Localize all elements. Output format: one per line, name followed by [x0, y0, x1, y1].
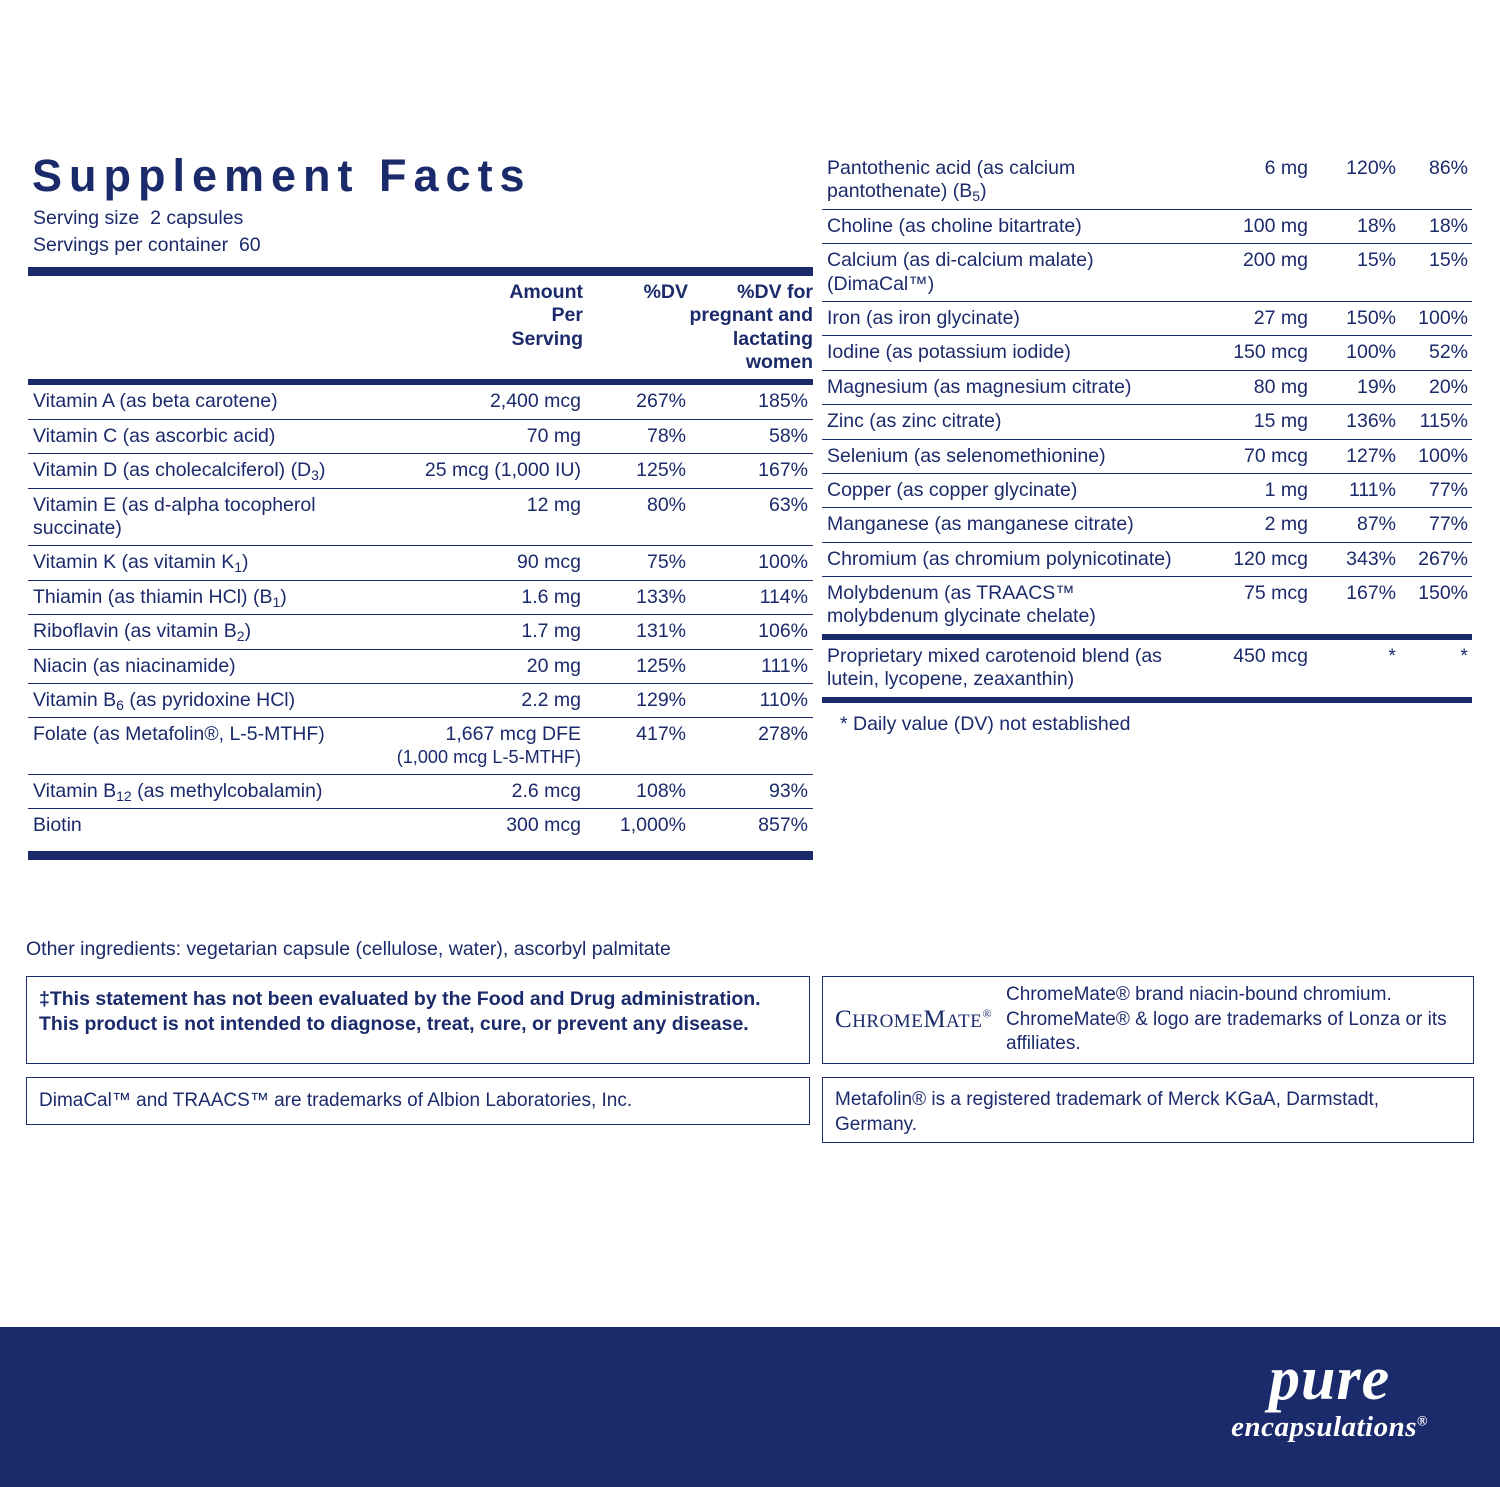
- servings-per-container-line: [33, 232, 813, 258]
- nutrient-amount: 1,667 mcg DFE (1,000 mcg L-5-MTHF): [368, 718, 583, 774]
- nutrient-amount: 75 mcg: [1244, 582, 1308, 605]
- nutrient-amount: 80 mg: [1182, 370, 1312, 404]
- supplement-facts-left-column: [28, 152, 813, 860]
- nutrient-dv: 108%: [583, 774, 688, 808]
- right-nutrient-rows: [822, 152, 1472, 634]
- header-amount-line1: Amount: [509, 280, 583, 303]
- other-ingredients: Other ingredients: vegetarian capsule (cellulose, water), ascorbyl palmitate: [26, 938, 671, 960]
- nutrient-amount: 27 mg: [1182, 301, 1312, 335]
- nutrient-amount: 15 mg: [1182, 405, 1312, 439]
- table-row: [28, 649, 813, 683]
- table-row: [822, 152, 1472, 209]
- nutrient-dv-pregnant: 115%: [1398, 405, 1472, 439]
- nutrient-dv: 120%: [1312, 152, 1398, 209]
- nutrient-name: Thiamin (as thiamin HCl) $(B_1)$: [28, 580, 368, 614]
- nutrient-dv: 167%: [1346, 582, 1396, 605]
- table-row: [822, 439, 1472, 473]
- brand-subtitle: [1231, 1410, 1428, 1445]
- table-row: [822, 508, 1472, 542]
- nutrient-name: Choline (as choline bitartrate): [822, 209, 1182, 243]
- nutrient-name: Vitamin $B_6$ (as pyridoxine HCl): [28, 683, 368, 717]
- table-row: [822, 405, 1472, 439]
- header-dv: %DV: [643, 280, 688, 303]
- nutrient-dv: 125%: [583, 454, 688, 488]
- nutrient-name: Vitamin D (as cholecalciferol) $(D_3)$: [28, 454, 368, 488]
- brand-name: pure: [1269, 1345, 1391, 1413]
- nutrient-amount: 2.6 mcg: [368, 774, 583, 808]
- table-row: [822, 336, 1472, 370]
- nutrient-dv-pregnant: 167%: [688, 454, 813, 488]
- nutrient-dv: 75%: [583, 546, 688, 580]
- table-row: [28, 683, 813, 717]
- chromemate-logo: [835, 1004, 996, 1037]
- blend-name: Proprietary mixed carotenoid blend (as lutein, lycopene, zeaxanthin): [827, 644, 1162, 691]
- nutrient-dv: 1,000%: [619, 813, 686, 836]
- nutrient-amount: 1 mg: [1182, 473, 1312, 507]
- nutrient-dv-pregnant: 267%: [1398, 542, 1472, 576]
- header-dv-preg-line1: %DV for: [737, 280, 813, 303]
- nutrient-dv-pregnant: 100%: [688, 546, 813, 580]
- nutrient-amount: 90 mcg: [368, 546, 583, 580]
- nutrient-amount: 2,400 mcg: [368, 385, 583, 419]
- blend-amount: 450 mcg: [1233, 644, 1308, 667]
- nutrient-dv-pregnant: 18%: [1398, 209, 1472, 243]
- nutrient-dv-pregnant: 100%: [1398, 301, 1472, 335]
- nutrient-dv-pregnant: 63%: [688, 488, 813, 546]
- dv-footnote: * Daily value (DV) not established: [840, 712, 1131, 735]
- nutrient-dv: 78%: [583, 419, 688, 453]
- nutrient-amount: 70 mcg: [1182, 439, 1312, 473]
- nutrient-dv: 87%: [1312, 508, 1398, 542]
- header-spacer: [28, 276, 368, 380]
- nutrient-dv-pregnant: 111%: [688, 649, 813, 683]
- supplement-facts-right-column: [822, 152, 1472, 736]
- nutrient-amount: 300 mcg: [506, 813, 581, 836]
- chromemate-logo-ate: ATE: [946, 1010, 983, 1032]
- nutrient-name: Calcium (as di-calcium malate) (DimaCal™): [822, 244, 1182, 302]
- table-row: [28, 808, 813, 842]
- nutrient-dv: 133%: [583, 580, 688, 614]
- nutrient-dv: 100%: [1312, 336, 1398, 370]
- table-row: [28, 385, 813, 419]
- table-row: [822, 244, 1472, 302]
- nutrient-name: Selenium (as selenomethionine): [822, 439, 1182, 473]
- header-amount-line3: Serving: [511, 327, 583, 350]
- servings-per-container-value: 60: [238, 233, 261, 256]
- nutrient-dv-pregnant: 278%: [688, 718, 813, 774]
- nutrient-dv: 343%: [1312, 542, 1398, 576]
- nutrient-dv: 129%: [583, 683, 688, 717]
- table-row: [822, 301, 1472, 335]
- divider-below-blend: [822, 697, 1472, 703]
- table-row: [28, 580, 813, 614]
- proprietary-blend-table: [822, 640, 1472, 697]
- chromemate-box: [822, 976, 1474, 1064]
- chromemate-logo-m: M: [923, 1005, 947, 1033]
- dimacal-traacs-box: DimaCal™ and TRAACS™ are trademarks of Albion Laboratories, Inc.: [26, 1077, 810, 1125]
- nutrient-name: Iodine (as potassium iodide): [822, 336, 1182, 370]
- header-dv-preg-line4: women: [745, 351, 813, 374]
- nutrient-amount: 150 mcg: [1182, 336, 1312, 370]
- nutrient-amount: 2.2 mg: [368, 683, 583, 717]
- table-row: [28, 454, 813, 488]
- nutrient-dv: 150%: [1312, 301, 1398, 335]
- nutrient-amount: 6 mg: [1182, 152, 1312, 209]
- nutrient-name: Folate (as Metafolin®, L-5-MTHF): [28, 718, 368, 774]
- table-row: [822, 473, 1472, 507]
- nutrient-dv: 131%: [583, 615, 688, 649]
- page-title: Supplement Facts: [32, 150, 532, 201]
- brand-subtitle-text: encapsulations: [1231, 1411, 1418, 1443]
- nutrient-name: Vitamin C (as ascorbic acid): [28, 419, 368, 453]
- nutrient-amount: 2 mg: [1182, 508, 1312, 542]
- nutrient-dv-pregnant: 106%: [688, 615, 813, 649]
- nutrient-name: Vitamin E (as d-alpha tocopherol succinate): [28, 488, 368, 546]
- nutrient-amount: 70 mg: [368, 419, 583, 453]
- nutrient-dv-pregnant: 77%: [1398, 473, 1472, 507]
- table-row: [28, 546, 813, 580]
- divider-thick-bottom-left: [28, 851, 813, 860]
- table-row: [28, 615, 813, 649]
- brand-logo: [1231, 1345, 1428, 1445]
- nutrient-dv: 19%: [1312, 370, 1398, 404]
- nutrient-name: Copper (as copper glycinate): [822, 473, 1182, 507]
- table-row: [28, 419, 813, 453]
- nutrient-amount: 1.7 mg: [368, 615, 583, 649]
- nutrient-name: Pantothenic acid (as calcium pantothenate) $(B_5)$: [822, 152, 1182, 209]
- nutrient-dv: 111%: [1312, 473, 1398, 507]
- table-row: [822, 542, 1472, 576]
- nutrient-amount: 100 mg: [1182, 209, 1312, 243]
- chromemate-text: ChromeMate® brand niacin-bound chromium. ChromeMate® & logo are trademarks of Lonza or its affiliates.: [1006, 983, 1447, 1055]
- table-row: [28, 718, 813, 774]
- table-row: [28, 488, 813, 546]
- table-row: [822, 370, 1472, 404]
- left-nutrient-table: [28, 276, 813, 380]
- nutrient-name: Biotin: [33, 813, 82, 836]
- nutrient-dv: 417%: [583, 718, 688, 774]
- nutrient-dv-pregnant: 857%: [758, 813, 808, 836]
- nutrient-name: Chromium (as chromium polynicotinate): [822, 542, 1182, 576]
- nutrient-dv: 136%: [1312, 405, 1398, 439]
- chromemate-logo-reg: ®: [982, 1006, 992, 1021]
- nutrient-dv-pregnant: 150%: [1418, 582, 1468, 605]
- nutrient-name: Molybdenum (as TRAACS™ molybdenum glycinate chelate): [827, 582, 1096, 628]
- table-row: [822, 577, 1472, 634]
- blend-dv-pregnant: *: [1460, 644, 1468, 667]
- nutrient-dv-pregnant: 77%: [1398, 508, 1472, 542]
- header-amount-line2: Per: [551, 304, 583, 327]
- nutrient-name: Riboflavin (as vitamin $B_2$): [28, 615, 368, 649]
- nutrient-amount: 1.6 mg: [368, 580, 583, 614]
- nutrient-dv-pregnant: 93%: [688, 774, 813, 808]
- brand-registered-mark: ®: [1417, 1414, 1428, 1430]
- nutrient-dv-pregnant: 58%: [688, 419, 813, 453]
- nutrient-name: Manganese (as manganese citrate): [822, 508, 1182, 542]
- fda-disclaimer-box: ‡This statement has not been evaluated by the Food and Drug administration. This product is not intended to diagnose, treat, cure, or prevent any disease.: [26, 976, 810, 1064]
- nutrient-dv-pregnant: 100%: [1398, 439, 1472, 473]
- table-row: [822, 209, 1472, 243]
- table-header-row: [28, 276, 813, 380]
- serving-size-label: Serving size: [33, 207, 140, 230]
- blend-dv: *: [1388, 644, 1396, 667]
- table-row-blend: [822, 640, 1472, 697]
- nutrient-dv: 125%: [583, 649, 688, 683]
- nutrient-name: Vitamin K (as vitamin $K_1$): [28, 546, 368, 580]
- nutrient-amount: 120 mcg: [1182, 542, 1312, 576]
- serving-size-line: [33, 205, 813, 231]
- nutrient-amount: 25 mcg (1,000 IU): [368, 454, 583, 488]
- nutrient-name: Zinc (as zinc citrate): [822, 405, 1182, 439]
- header-dv-preg-line2: pregnant and: [689, 304, 813, 327]
- nutrient-name: Magnesium (as magnesium citrate): [822, 370, 1182, 404]
- nutrient-name: Niacin (as niacinamide): [28, 649, 368, 683]
- table-row: [28, 774, 813, 808]
- serving-size-value: 2 capsules: [150, 207, 244, 230]
- metafolin-box: Metafolin® is a registered trademark of Merck KGaA, Darmstadt, Germany.: [822, 1077, 1474, 1143]
- nutrient-dv-pregnant: 110%: [688, 683, 813, 717]
- header-amount-per-serving: [368, 276, 583, 380]
- chromemate-logo-hrome: HROME: [852, 1010, 924, 1032]
- nutrient-dv: 15%: [1312, 244, 1398, 302]
- nutrient-dv-pregnant: 20%: [1398, 370, 1472, 404]
- nutrient-name: Vitamin A (as beta carotene): [28, 385, 368, 419]
- nutrient-name: Iron (as iron glycinate): [822, 301, 1182, 335]
- left-nutrient-rows: [28, 385, 813, 842]
- divider-thick-top: [28, 267, 813, 276]
- nutrient-amount: 12 mg: [368, 488, 583, 546]
- nutrient-dv-pregnant: 15%: [1398, 244, 1472, 302]
- header-dv-preg-line3: lactating: [732, 327, 813, 350]
- nutrient-dv-pregnant: 185%: [688, 385, 813, 419]
- nutrient-dv-pregnant: 86%: [1398, 152, 1472, 209]
- nutrient-dv: 127%: [1312, 439, 1398, 473]
- nutrient-dv-pregnant: 52%: [1398, 336, 1472, 370]
- nutrient-amount: 200 mg: [1182, 244, 1312, 302]
- nutrient-amount: 20 mg: [368, 649, 583, 683]
- nutrient-dv-pregnant: 114%: [688, 580, 813, 614]
- header-dv-pregnant: [688, 276, 813, 380]
- chromemate-logo-c: C: [835, 1005, 853, 1033]
- nutrient-dv: 18%: [1312, 209, 1398, 243]
- nutrient-name: Vitamin $B_{12}$ (as methylcobalamin): [28, 774, 368, 808]
- servings-per-container-label: Servings per container: [33, 233, 229, 256]
- nutrient-dv: 267%: [583, 385, 688, 419]
- nutrient-dv: 80%: [583, 488, 688, 546]
